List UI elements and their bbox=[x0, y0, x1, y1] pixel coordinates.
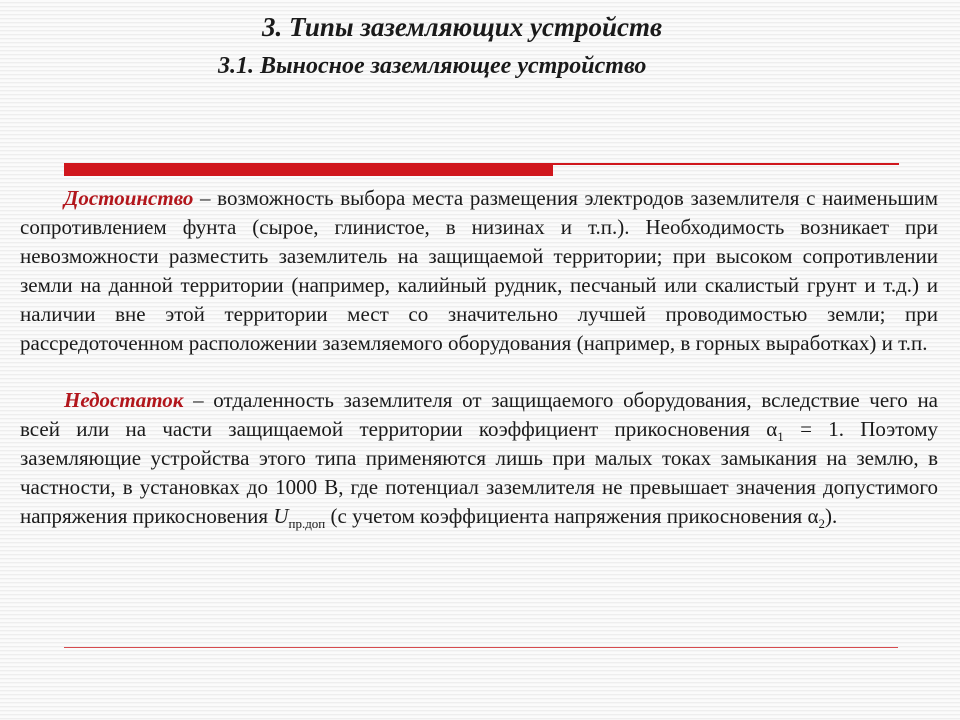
alpha1-subscript: 1 bbox=[777, 429, 784, 445]
body-text bbox=[20, 184, 938, 531]
disadvantage-paragraph bbox=[20, 386, 938, 531]
page-title: 3. Типы заземляющих устройств bbox=[262, 12, 663, 42]
advantage-term: Достоинство bbox=[64, 186, 194, 210]
alpha2-symbol: α bbox=[807, 504, 819, 528]
alpha2-subscript: 2 bbox=[818, 516, 825, 532]
u-subscript: пр.доп bbox=[288, 516, 326, 532]
advantage-paragraph bbox=[20, 184, 938, 358]
disadvantage-term: Недостаток bbox=[64, 388, 184, 412]
disadvantage-text-3: (с учетом коэффициента напряжения прикосновения bbox=[325, 504, 808, 528]
footer-divider bbox=[64, 647, 898, 648]
disadvantage-text-2: = 1. Поэтому заземляющие устройства этого типа применяются лишь при малых токах замыкания на землю, в частности, в установках до 1000 В, где потенциал заземлителя не превышает значения допустимого напряжения прикосновения bbox=[20, 417, 938, 528]
disadvantage-text-1: – отдаленность заземлителя от защищаемого оборудования, вследствие чего на всей или на части защищаемой территории коэффициент прикосновения bbox=[20, 388, 938, 441]
u-symbol: U bbox=[273, 504, 289, 528]
advantage-text: – возможность выбора места размещения электродов заземлителя с наименьшим сопротивлением фунта (сырое, глинистое, в низинах и т.п.). Необходимость возникает при невозможности разместить заземлитель на защищаемой территории; при высоком сопротивлении земли на данной территории (например, калийный рудник, песчаный или скалистый грунт и т.д.) и наличии вне этой территории мест со значительно лучшей проводимостью земли; при рассредоточенном расположении заземляемого оборудования (например, в горных выработках) и т.п. bbox=[20, 186, 938, 355]
title-divider-thick bbox=[64, 163, 553, 176]
disadvantage-text-4: ). bbox=[824, 504, 838, 528]
title-divider-thin bbox=[553, 163, 899, 165]
page-subtitle: 3.1. Выносное заземляющее устройство bbox=[218, 53, 647, 79]
alpha1-symbol: α bbox=[766, 417, 778, 441]
